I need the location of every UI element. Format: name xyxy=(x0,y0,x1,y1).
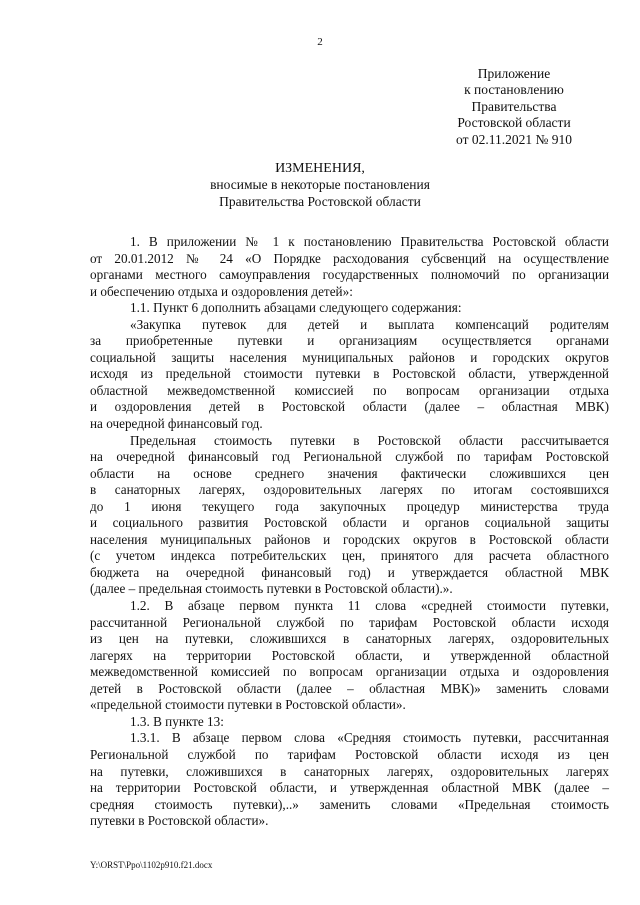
text-line: областной межведомственной комиссией по вопросам организации отдыха xyxy=(90,382,609,398)
text-line: области на основе среднего значения фактически сложившихся цен xyxy=(90,465,609,481)
document-title xyxy=(150,161,490,210)
text-line: бюджета на очередной финансовый год) и утверждается областной МВК xyxy=(90,564,609,580)
text-line: из цен на путевки, сложившихся в санаторных лагерях, оздоровительных xyxy=(90,631,609,647)
text-line: Предельная стоимость путевки в Ростовской области рассчитывается xyxy=(130,432,609,448)
page-number: 2 xyxy=(317,36,323,48)
text-line: (далее – предельная стоимость путевки в Ростовской области).». xyxy=(90,581,453,597)
paragraph xyxy=(90,598,609,714)
text-line: детей в Ростовской области (далее – областная МВК)» заменить словами xyxy=(90,680,609,696)
text-line: (с учетом индекса потребительских цен, принятого для расчета областного xyxy=(90,548,609,564)
paragraph xyxy=(90,730,609,829)
text-line: рассчитанной Региональной службой по тарифам Ростовской области исходя xyxy=(90,614,609,630)
text-line: органами местного самоуправления государственных полномочий по организации xyxy=(90,267,609,283)
text-line: межведомственной комиссией по вопросам организации отдыха и оздоровления xyxy=(90,664,609,680)
text-line: 1. В приложении № 1 к постановлению Правительства Ростовской области xyxy=(130,234,609,249)
text-line: путевки в Ростовской области». xyxy=(90,813,269,829)
title-subtitle: вносимые в некоторые постановления xyxy=(210,177,430,193)
text-line: 1.3.1. В абзаце первом слова «Средняя стоимость путевки, рассчитанная xyxy=(130,730,609,746)
text-line: «предельной стоимости путевки в Ростовской области». xyxy=(90,697,406,713)
text-line: социальной защиты населения муниципальных районов и городских округов xyxy=(90,349,609,365)
text-line: населения муниципальных районов и городских округов в Ростовской области xyxy=(90,531,609,547)
text-line: на территории Ростовской области, и утвержденная областной МВК (далее – xyxy=(90,780,609,796)
appendix-header xyxy=(440,66,588,148)
text-line: и оздоровления детей в Ростовской области (далее – областная МВК) xyxy=(90,399,609,415)
text-line: и обеспечению отдыха и оздоровления детей»: xyxy=(90,283,353,299)
text-line: на путевки, сложившихся в санаторных лагерях, оздоровительных лагерях xyxy=(90,763,609,779)
text-line: исходя из предельной стоимости путевки в Ростовской области, утвержденной xyxy=(90,366,609,382)
appendix-line: Приложение xyxy=(477,66,551,81)
appendix-line: Правительства xyxy=(471,98,557,114)
text-line: за приобретенные путевки и организациям осуществляется органами xyxy=(90,333,609,349)
document-body xyxy=(90,234,609,830)
text-line: «Закупка путевок для детей и выплата компенсаций родителям xyxy=(130,316,609,332)
paragraph xyxy=(90,433,609,598)
text-line: и социального развития Ростовской области и органов социальной защиты xyxy=(90,515,609,531)
paragraph xyxy=(90,714,609,731)
text-line: 1.2. В абзаце первом пункта 11 слова «средней стоимости путевки, xyxy=(130,598,609,614)
text-line: в санаторных лагерях, оздоровительных лагерях по итогам состоявшихся xyxy=(90,482,609,498)
text-line: от 20.01.2012 № 24 «О Порядке расходования субсвенций на осуществление xyxy=(90,250,609,266)
paragraph xyxy=(90,300,609,317)
text-line: Региональной службой по тарифам Ростовской области исходя из цен xyxy=(90,746,609,762)
paragraph xyxy=(90,234,609,300)
text-line: лагерях на территории Ростовской области, и утвержденной областной xyxy=(90,647,609,663)
text-line: 1.1. Пункт 6 дополнить абзацами следующего содержания: xyxy=(130,300,462,316)
file-path-footer: Y:\ORST\Ppo\1102p910.f21.docx xyxy=(90,860,213,870)
appendix-line: Ростовской области xyxy=(457,115,571,131)
text-line: средняя стоимость путевки),..» заменить словами «Предельная стоимость xyxy=(90,796,609,812)
title-heading: ИЗМЕНЕНИЯ, xyxy=(275,161,365,176)
appendix-line: от 02.11.2021 № 910 xyxy=(456,131,572,147)
text-line: до 1 июня текущего года закупочных процедур министерства труда xyxy=(90,498,609,514)
text-line: на очередной финансовый год Региональной службой по тарифам Ростовской xyxy=(90,449,609,465)
appendix-line: к постановлению xyxy=(464,82,564,98)
title-subtitle: Правительства Ростовской области xyxy=(219,193,421,209)
text-line: на очередной финансовый год. xyxy=(90,416,263,432)
paragraph xyxy=(90,317,609,433)
text-line: 1.3. В пункте 13: xyxy=(130,713,224,729)
